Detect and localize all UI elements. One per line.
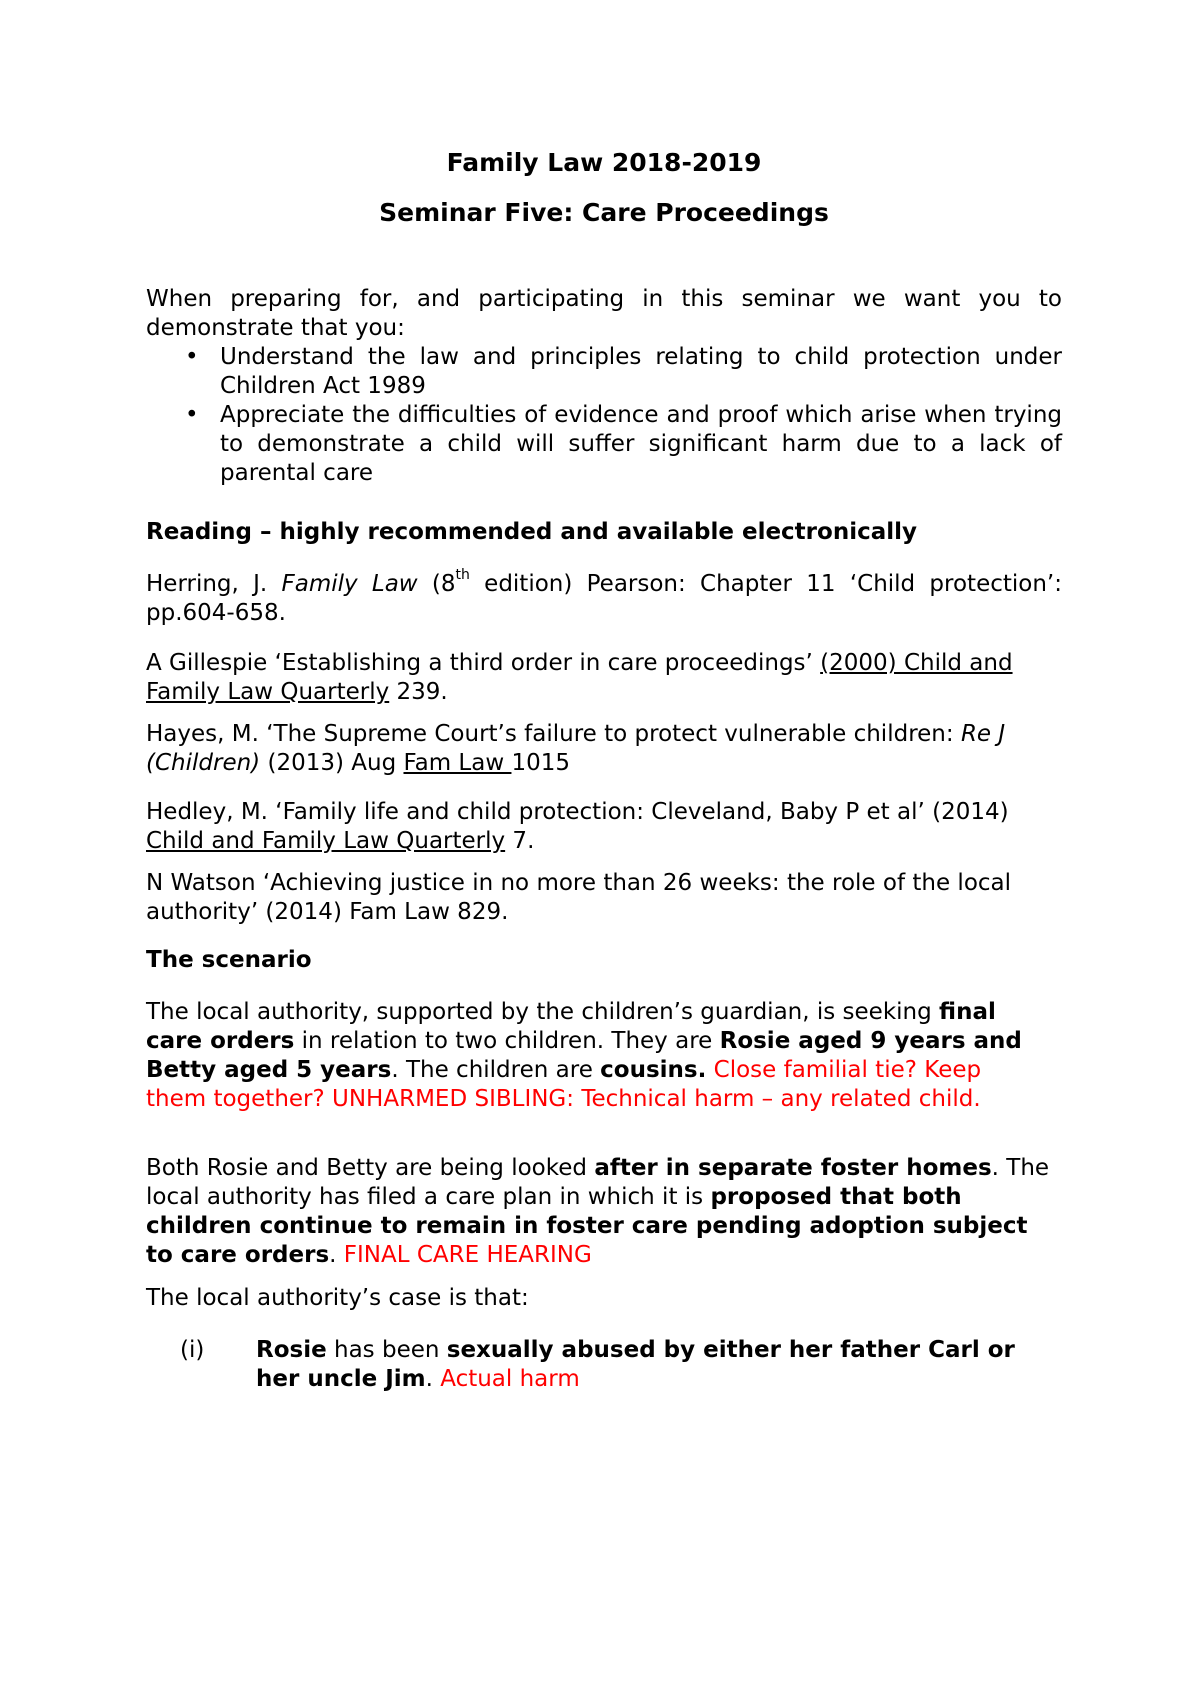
bullet-icon: • (185, 402, 199, 428)
bullet-icon: • (185, 344, 199, 370)
reference-journal: Fam Law (403, 750, 512, 776)
intro-paragraph: When preparing for, and participating in this seminar we want you to demonstrate that you: (146, 286, 1062, 341)
reference-gillespie (146, 649, 1062, 707)
reference-text: Hayes, M. ‘The Supreme Court’s failure to protect vulnerable children: (146, 721, 961, 747)
reference-page: 1015 (511, 750, 570, 776)
reference-edition: (8 (417, 571, 456, 597)
reference-text: Hedley, M. ‘Family life and child protection: Cleveland, Baby P et al’ (2014) (146, 799, 1009, 825)
case-list (146, 1336, 1062, 1394)
reference-hedley (146, 798, 1062, 856)
paragraph-text: . The children are (391, 1057, 601, 1083)
reference-book-title: Family Law (281, 571, 418, 597)
reference-journal: Child and Family Law Quarterly (146, 828, 506, 854)
reference-text: N Watson ‘Achieving justice in no more than 26 weeks: the role of the local authority’ (2014) Fam Law 829. (146, 870, 1012, 925)
paragraph-emphasis: Rosie (256, 1337, 327, 1363)
paragraph-emphasis: proposed that both children continue to remain in foster care pending adoption subject to care orders (146, 1184, 1028, 1268)
reading-heading: Reading – highly recommended and available electronically (146, 519, 917, 545)
annotation-note: Close familial tie? Keep them together? UNHARMED SIBLING: Technical harm – any related child. (146, 1057, 982, 1112)
paragraph-emphasis: Rosie aged 9 years and Betty aged 5 years (146, 1028, 1022, 1083)
scenario-paragraph-1 (146, 998, 1036, 1114)
paragraph-text: . (425, 1366, 433, 1392)
reference-page: 7. (505, 828, 535, 854)
reference-case-name: Re J (Children) (146, 721, 1006, 776)
paragraph-text: Both Rosie and Betty are being looked (146, 1155, 595, 1181)
paragraph-emphasis: after in separate foster homes (594, 1155, 992, 1181)
reference-watson (146, 869, 1026, 927)
scenario-heading: The scenario (146, 947, 312, 973)
objectives-list (146, 343, 1062, 488)
reference-hayes (146, 720, 1062, 778)
list-item (146, 343, 1062, 401)
paragraph-text: The local authority, supported by the children’s guardian, is seeking (146, 999, 940, 1025)
list-item (146, 401, 1062, 488)
paragraph-text: . The local authority has filed a care plan in which it is (146, 1155, 1050, 1210)
paragraph-emphasis: final care orders (146, 999, 996, 1054)
scenario-paragraph-2 (146, 1154, 1056, 1270)
reference-details: edition) Pearson: Chapter 11 ‘Child protection’: pp.604-658. (146, 571, 1062, 626)
reference-text: A Gillespie ‘Establishing a third order in care proceedings’ (146, 650, 821, 676)
reference-journal: (2000) Child and Family Law Quarterly (146, 650, 1013, 705)
document-title: Family Law 2018-2019 (446, 148, 762, 177)
reference-herring (146, 567, 1062, 628)
document-subtitle: Seminar Five: Care Proceedings (379, 198, 829, 227)
annotation-note: Actual harm (432, 1366, 580, 1392)
case-intro: The local authority’s case is that: (146, 1285, 529, 1311)
paragraph-text: in relation to two children. They are (294, 1028, 720, 1054)
reference-year: (2013) Aug (260, 750, 404, 776)
paragraph-text: has been (326, 1337, 447, 1363)
annotation-note: FINAL CARE HEARING (336, 1242, 592, 1268)
paragraph-emphasis: cousins. (600, 1057, 707, 1083)
reference-page: 239. (389, 679, 448, 705)
intro-section (146, 285, 1062, 488)
paragraph-emphasis: sexually abused by either her father Carl or her uncle Jim (256, 1337, 1015, 1392)
reference-author: Herring, J. (146, 571, 282, 597)
list-item-text: Appreciate the difficulties of evidence and proof which arise when trying to demonstrate a child will suffer significant harm due to a lack of parental care (220, 402, 1062, 486)
reference-edition-suffix: th (455, 567, 470, 584)
list-item-number: (i) (180, 1337, 205, 1363)
paragraph-text: . (329, 1242, 337, 1268)
list-item-text: Understand the law and principles relating to child protection under Children Act 1989 (220, 344, 1062, 399)
list-item (146, 1336, 1062, 1394)
